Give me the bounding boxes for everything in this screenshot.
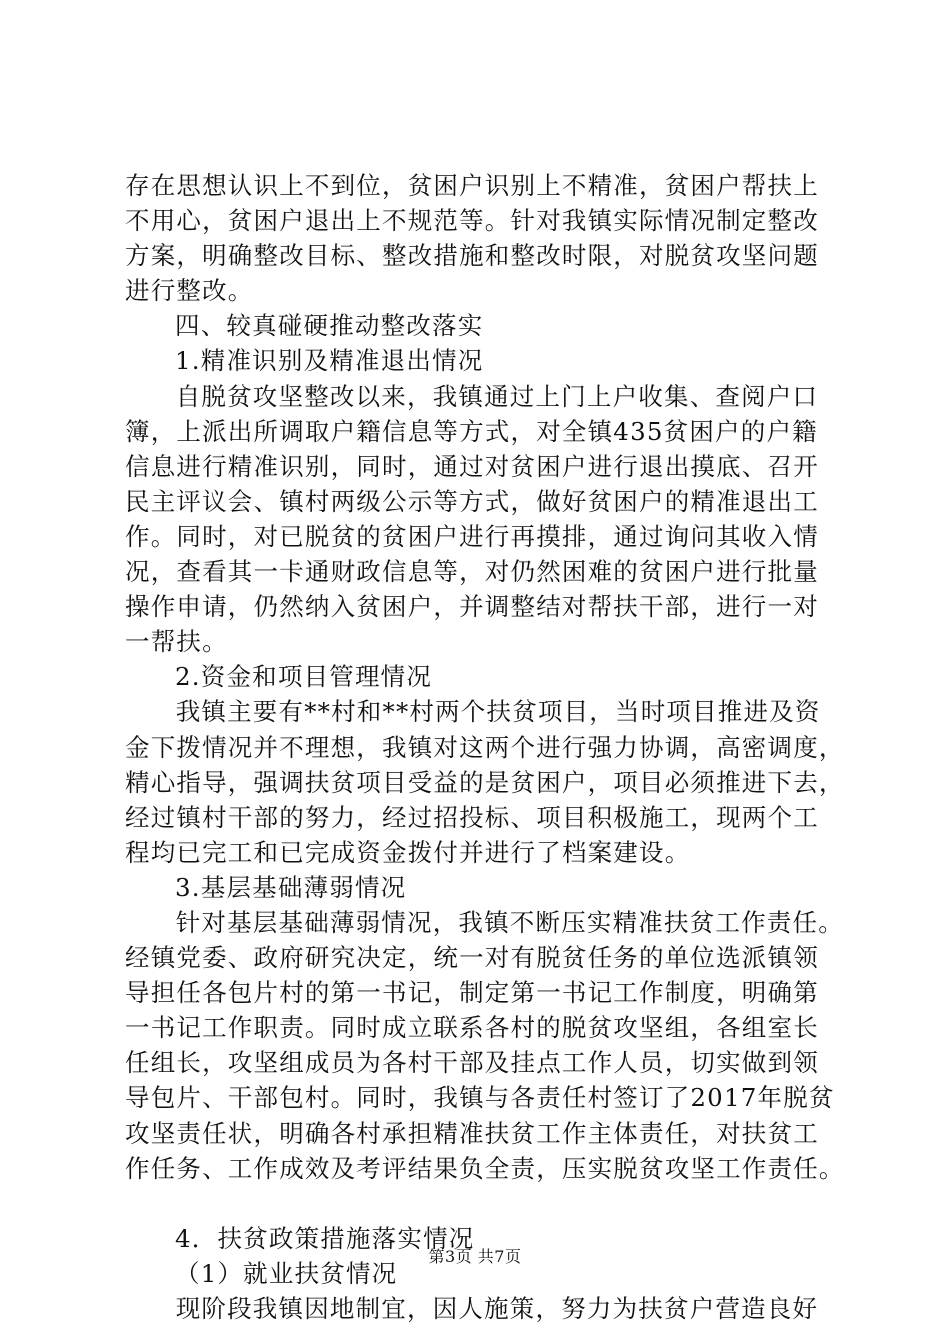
- paragraph-line: 任组长，攻坚组成员为各村干部及挂点工作人员，切实做到领: [125, 1048, 819, 1078]
- paragraph-line: 自脱贫攻坚整改以来，我镇通过上门上户收集、查阅户口: [150, 381, 819, 411]
- blank-line: [125, 1186, 845, 1221]
- paragraph-line: 金下拨情况并不理想，我镇对这两个进行强力协调，高密调度，: [125, 732, 845, 762]
- paragraph-line: 民主评议会、镇村两级公示等方式，做好贫困户的精准退出工: [125, 486, 819, 516]
- paragraph-line: 精心指导，强调扶贫项目受益的是贫困户，项目必须推进下去，: [125, 767, 845, 797]
- item-heading: 2.资金和项目管理情况: [175, 662, 433, 692]
- paragraph-line: 我镇主要有**村和**村两个扶贫项目，当时项目推进及资: [150, 697, 821, 727]
- paragraph-line: 不用心，贫困户退出上不规范等。针对我镇实际情况制定整改: [125, 206, 819, 236]
- paragraph-line: 方案，明确整改目标、整改措施和整改时限，对脱贫攻坚问题: [125, 241, 819, 271]
- paragraph-line: 攻坚责任状，明确各村承担精准扶贫工作主体责任，对扶贫工: [125, 1118, 819, 1148]
- paragraph-line: 经过镇村干部的努力，经过招投标、项目积极施工，现两个工: [125, 802, 819, 832]
- paragraph-line: 簿，上派出所调取户籍信息等方式，对全镇435贫困户的户籍: [125, 416, 818, 446]
- item-heading: 4．扶贫政策措施落实情况: [175, 1223, 475, 1253]
- page-footer: 第3页 共7页: [428, 1247, 522, 1266]
- paragraph-line: 经镇党委、政府研究决定，统一对有脱贫任务的单位选派镇领: [125, 943, 819, 973]
- document-body: [125, 168, 845, 1326]
- paragraph-line: 导包片、干部包村。同时，我镇与各责任村签订了2017年脱贫: [125, 1083, 835, 1113]
- paragraph-line: 进行整改。: [125, 276, 254, 306]
- paragraph-line: 况，查看其一卡通财政信息等，对仍然困难的贫困户进行批量: [125, 557, 819, 587]
- paragraph-line: 存在思想认识上不到位，贫困户识别上不精准，贫困户帮扶上: [125, 171, 819, 200]
- sub-heading: （1）就业扶贫情况: [175, 1258, 398, 1288]
- paragraph-line: 操作申请，仍然纳入贫困户，并调整结对帮扶干部，进行一对: [125, 592, 819, 622]
- paragraph-line: 针对基层基础薄弱情况，我镇不断压实精准扶贫工作责任。: [150, 907, 844, 937]
- paragraph-line: 一书记工作职责。同时成立联系各村的脱贫攻坚组，各组室长: [125, 1013, 819, 1043]
- paragraph-line: 程均已完工和已完成资金拨付并进行了档案建设。: [125, 837, 691, 867]
- paragraph-line: 现阶段我镇因地制宜，因人施策，努力为扶贫户营造良好: [150, 1294, 819, 1323]
- item-heading: 3.基层基础薄弱情况: [175, 872, 407, 902]
- paragraph-line: 作。同时，对已脱贫的贫困户进行再摸排，通过询问其收入情: [125, 521, 819, 551]
- paragraph-line: 作任务、工作成效及考评结果负全责，压实脱贫攻坚工作责任。: [125, 1153, 845, 1183]
- paragraph-line: 一帮扶。: [125, 627, 228, 657]
- section-heading: 四、较真碰硬推动整改落实: [175, 311, 484, 341]
- paragraph-line: 信息进行精准识别，同时，通过对贫困户进行退出摸底、召开: [125, 451, 819, 481]
- paragraph-line: 导担任各包片村的第一书记，制定第一书记工作制度，明确第: [125, 978, 819, 1008]
- item-heading: 1.精准识别及精准退出情况: [175, 346, 484, 376]
